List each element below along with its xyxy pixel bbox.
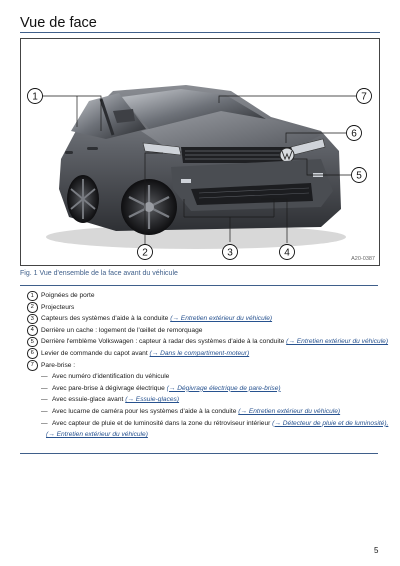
callout-3-label: 3	[227, 247, 233, 259]
item-text: Avec lucarne de caméra pour les systèmes d'aide à la conduite	[52, 407, 239, 415]
wheel-front-hub	[144, 202, 154, 212]
callout-2-label: 2	[142, 247, 148, 259]
sub-list-item-continuation	[27, 429, 377, 441]
cross-reference-link[interactable]: (→ Entretien extérieur du véhicule)	[286, 338, 389, 346]
callout-6-label: 6	[351, 128, 357, 140]
item-label	[52, 383, 281, 394]
callout-1-label: 1	[32, 91, 38, 103]
figure-front-view	[20, 38, 380, 266]
list-item	[27, 348, 377, 360]
cross-reference-link[interactable]: (→ Dans le compartiment-moteur)	[149, 349, 250, 357]
item-label	[41, 290, 95, 301]
item-label	[52, 394, 179, 405]
figure-caption: Fig. 1 Vue d'ensemble de la face avant du véhicule	[20, 270, 178, 277]
sub-list-item	[27, 406, 377, 418]
item-label	[41, 313, 272, 324]
dash-bullet: —	[41, 384, 48, 392]
item-text: Poignées de porte	[41, 292, 95, 299]
page-number: 5	[374, 546, 379, 555]
figure-code: A20-0387	[351, 256, 375, 262]
legend-list	[27, 290, 389, 441]
item-number-badge: 4	[27, 325, 38, 336]
list-item	[27, 302, 377, 314]
item-label	[46, 429, 148, 440]
sub-list-item	[27, 418, 389, 430]
item-label	[41, 360, 75, 371]
fog-light-left	[181, 179, 191, 183]
item-label	[41, 302, 74, 313]
title-divider	[20, 32, 380, 33]
item-number-badge: 5	[27, 337, 38, 348]
cross-reference-link[interactable]: (→ Entretien extérieur du véhicule)	[46, 431, 148, 439]
page-title: Vue de face	[20, 15, 97, 31]
item-label	[41, 336, 388, 347]
item-text: Derrière un cache : logement de l'œillet de remorquage	[41, 326, 203, 334]
item-number-badge: 2	[27, 302, 38, 313]
callout-4-label: 4	[284, 247, 290, 259]
car-illustration	[21, 39, 379, 265]
side-mirror	[113, 109, 135, 123]
callout-7-label: 7	[361, 91, 367, 103]
cross-reference-link[interactable]: (→ Détecteur de pluie et de luminosité),	[272, 419, 389, 427]
item-text: Projecteurs	[41, 303, 75, 311]
item-text: Avec numéro d'identification du véhicule	[52, 373, 170, 381]
cross-reference-link[interactable]: (→ Entretien extérieur du véhicule)	[238, 407, 341, 415]
item-label	[41, 325, 202, 336]
list-item	[27, 290, 377, 302]
dash-bullet: —	[41, 407, 48, 415]
list-item	[27, 336, 389, 348]
legend-divider-bottom	[20, 453, 378, 454]
legend-divider-top	[20, 285, 378, 286]
callout-5-label: 5	[356, 170, 362, 182]
item-number-badge: 6	[27, 348, 38, 359]
item-label	[52, 406, 340, 417]
item-number-badge: 1	[27, 291, 38, 302]
item-label	[52, 418, 388, 429]
item-number-badge: 7	[27, 360, 38, 371]
item-text: Avec pare-brise à dégivrage électrique	[52, 384, 167, 392]
cross-reference-link[interactable]: (→ Entretien extérieur du véhicule)	[170, 315, 273, 323]
dash-bullet: —	[41, 373, 48, 381]
item-label	[41, 348, 249, 359]
list-item	[27, 325, 377, 337]
cross-reference-link[interactable]: (→ Dégivrage électrique de pare-brise)	[166, 384, 281, 392]
cross-reference-link[interactable]: (→ Essuie-glaces)	[125, 396, 180, 404]
item-text: Levier de commande du capot avant	[41, 349, 150, 357]
dash-bullet: —	[41, 419, 48, 427]
item-label	[52, 371, 169, 382]
item-text: Avec essuie-glace avant	[52, 396, 126, 404]
sub-list-item	[27, 383, 377, 395]
dash-bullet: —	[41, 396, 48, 404]
sub-list-item	[27, 394, 377, 406]
item-text: Capteurs des systèmes d'aide à la conduite	[41, 315, 171, 323]
list-item	[27, 360, 377, 372]
sub-list-item	[27, 371, 377, 383]
list-item	[27, 313, 377, 325]
item-text: Derrière l'emblème Volkswagen : capteur à radar des systèmes d'aide à la conduite	[41, 338, 287, 346]
item-number-badge: 3	[27, 314, 38, 325]
item-text: Pare-brise :	[41, 361, 76, 369]
item-text: Avec capteur de pluie et de luminosité dans la zone du rétroviseur intérieur	[52, 419, 273, 427]
door-handle-front	[87, 147, 98, 150]
door-handle-rear	[65, 151, 73, 154]
